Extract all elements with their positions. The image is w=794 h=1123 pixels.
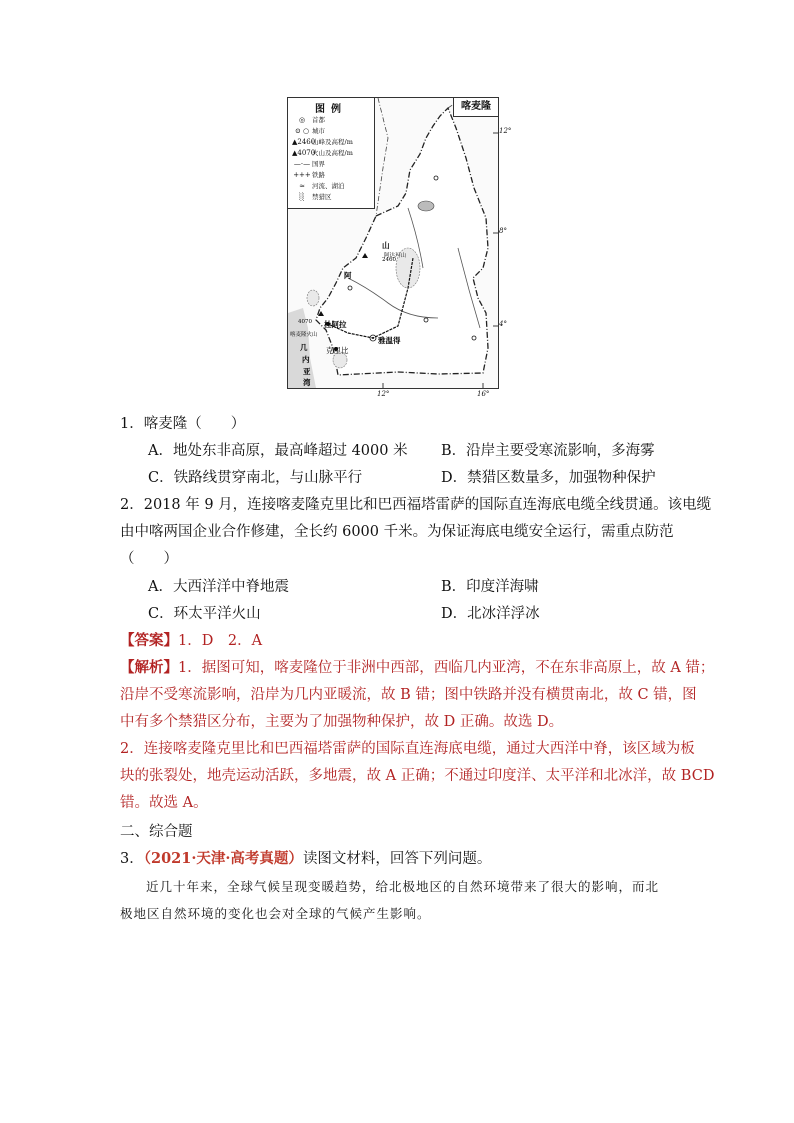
q2-option-a: A．大西洋洋中脊地震 <box>148 579 289 595</box>
legend-title: 图例 <box>315 104 347 115</box>
q1-option-b: B．沿岸主要受寒流影响，多海雾 <box>441 443 655 459</box>
q1-option-c: C．铁路线贯穿南北，与山脉平行 <box>148 470 363 486</box>
label-peak-elev: 2460 <box>382 257 396 263</box>
q2-stem-line2: 由中喀两国企业合作修建，全长约 6000 千米。为保证海底电缆安全运行，需重点防范 <box>120 524 674 540</box>
analysis-line4: 2．连接喀麦隆克里比和巴西福塔雷萨的国际直连海底电缆，通过大西洋中脊，该区域为板 <box>120 741 695 757</box>
map-legend <box>288 98 375 209</box>
legend-item-capital: ◎ 首都 <box>298 116 325 124</box>
q2-option-d: D．北冰洋浮冰 <box>441 606 540 622</box>
q1-stem: 1．喀麦隆（ ） <box>120 416 246 432</box>
answer-tag: 【答案】 <box>120 632 178 649</box>
q2-option-b: B．印度洋海啸 <box>441 579 539 595</box>
lat-tick-4: 4° <box>499 320 507 328</box>
legend-item-city: ⊙ ○ 城市 <box>294 127 325 135</box>
analysis-line2: 沿岸不受寒流影响，沿岸为几内亚暖流，故 B 错；图中铁路并没有横贯南北，故 C 错，图 <box>120 687 697 703</box>
label-volcano-elev: 4070 <box>298 319 312 325</box>
lon-tick-16: 16° <box>477 390 490 398</box>
label-gulf-2: 内 <box>302 355 310 364</box>
lat-tick-12: 12° <box>499 127 512 135</box>
q2-option-c: C．环太平洋火山 <box>148 606 261 622</box>
analysis-tag: 【解析】 <box>120 659 178 676</box>
analysis-line5: 块的张裂处，地壳运动活跃，多地震，故 A 正确；不通过印度洋、太平洋和北冰洋，故 BCD <box>120 768 715 784</box>
q2-stem-line1: 2．2018 年 9 月，连接喀麦隆克里比和巴西福塔雷萨的国际直连海底电缆全线贯通。该电缆 <box>120 497 712 513</box>
cameroon-map-figure <box>287 97 499 389</box>
label-gulf-4: 湾 <box>303 378 311 387</box>
label-gulf-3: 亚 <box>303 367 311 376</box>
analysis-line1: 【解析】1．据图可知，喀麦隆位于非洲中西部，西临几内亚湾，不在东非高原上，故 A 错； <box>120 659 715 676</box>
q3-text: 读图文材料，回答下列问题。 <box>302 851 492 867</box>
lat-tick-8: 8° <box>499 227 507 235</box>
label-douala: 杜阿拉 <box>324 320 347 329</box>
q2-stem-line3: （ ） <box>120 551 178 567</box>
label-yaounde: 雅温得 <box>378 336 401 345</box>
label-mountain: 山 <box>382 241 390 250</box>
q3-stem <box>120 849 491 869</box>
label-kribi: 克里比 <box>326 346 349 355</box>
analysis-line3: 中有多个禁猎区分布，主要为了加强物种保护，故 D 正确。故选 D。 <box>120 714 564 730</box>
legend-item-volcano: ▲4070 火山及高程/m <box>292 149 353 157</box>
label-cameroon-volcano: 喀麦隆火山 <box>290 332 318 338</box>
passage-line2: 极地区自然环境的变化也会对全球的气候产生影响。 <box>120 906 431 921</box>
answer-block <box>120 631 262 651</box>
map-title: 喀麦隆 <box>453 98 498 117</box>
legend-item-river-lake: ≈ 河流、湖泊 <box>299 182 345 190</box>
analysis-line6: 错。故选 A。 <box>120 795 208 811</box>
q1-option-a: A．地处东非高原，最高峰超过 4000 米 <box>148 443 408 459</box>
q1-option-d: D．禁猎区数量多，加强物种保护 <box>441 470 656 486</box>
q3-source: （2021·天津·高考真题） <box>143 850 303 867</box>
passage-line1: 近几十年来，全球气候呈现变暖趋势，给北极地区的自然环境带来了很大的影响，而北 <box>146 879 660 894</box>
legend-item-railway: +++ 铁路 <box>293 171 325 179</box>
section-heading: 二、综合题 <box>120 824 193 840</box>
legend-item-game-reserve: ░ 禁猎区 <box>299 193 332 201</box>
label-a: 阿 <box>344 271 352 280</box>
legend-item-peak: ▲2460 山峰及高程/m <box>292 138 353 146</box>
label-adamawa-peak: 阿达玛山 <box>384 253 407 259</box>
lon-tick-12: 12° <box>377 390 390 398</box>
answer-text: 1．D 2．A <box>178 633 263 649</box>
label-gulf-1: 几 <box>300 343 308 352</box>
legend-item-border: —·— 国界 <box>293 160 325 168</box>
q3-number: 3． <box>120 851 144 867</box>
